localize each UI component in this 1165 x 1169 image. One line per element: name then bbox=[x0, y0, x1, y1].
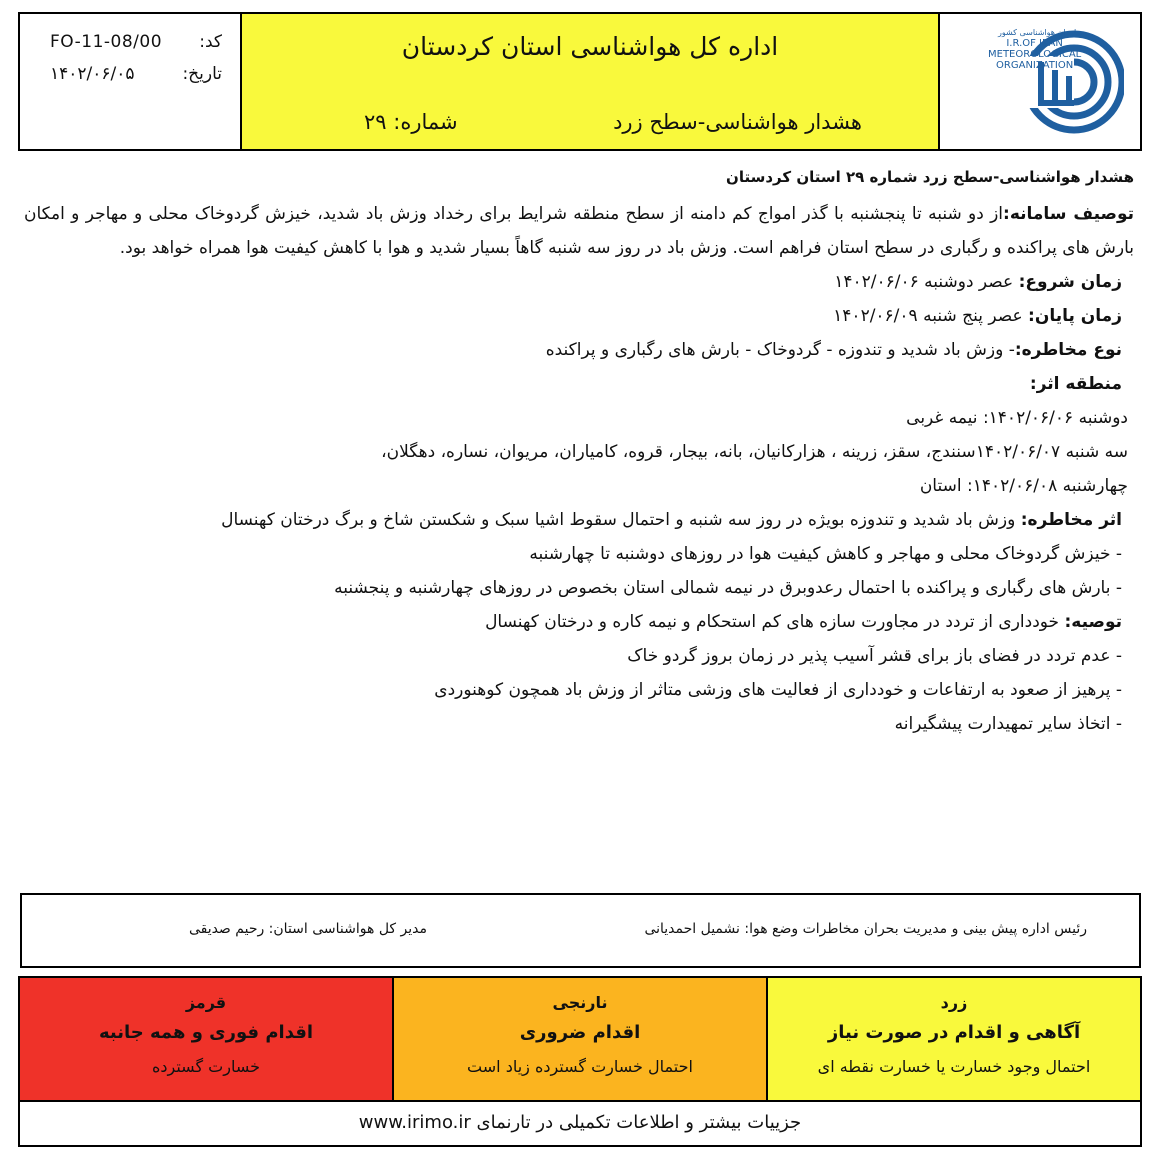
advice-item: - عدم تردد در فضای باز برای قشر آسیب پذیر در زمان بروز گردو خاک bbox=[627, 646, 1122, 666]
logo-en-line1: I.R.OF IRAN bbox=[1006, 38, 1063, 49]
end-value: عصر پنج شنبه ۱۴۰۲/۰۶/۰۹ bbox=[833, 306, 1029, 326]
area-line: سه شنبه ۱۴۰۲/۰۶/۰۷سنندج، سقز، زرینه ، هزارکانیان، بانه، بیجار، قروه، کامیاران، مریوان، نساره، دهگلان، bbox=[381, 442, 1128, 462]
area-line: چهارشنبه ۱۴۰۲/۰۶/۰۸: استان bbox=[919, 476, 1128, 496]
warning-number: شماره: ۲۹ bbox=[364, 110, 458, 134]
logo-en-line2: METEOROLOGICAL bbox=[988, 49, 1082, 60]
impact-item: - خیزش گردوخاک محلی و مهاجر و کاهش کیفیت هوا در روزهای دوشنبه تا چهارشنبه bbox=[529, 544, 1122, 564]
level-orange-damage: احتمال خسارت گسترده زیاد است bbox=[467, 1057, 693, 1076]
code-label: کد: bbox=[199, 32, 222, 52]
signature-box bbox=[20, 893, 1141, 968]
alert-levels-table bbox=[18, 976, 1142, 1147]
logo-fa-text: سازمان هواشناسی کشور bbox=[998, 28, 1084, 37]
system-desc-label: توصیف سامانه: bbox=[1003, 204, 1134, 224]
level-red bbox=[20, 978, 392, 1100]
logo-en-text bbox=[988, 38, 1081, 71]
date-label: تاریخ: bbox=[182, 64, 222, 84]
forecast-head-signature: رئیس اداره پیش بینی و مدیریت بحران مخاطرات وضع هوا: نشمیل احمدیانی bbox=[644, 921, 1087, 937]
warning-title: هشدار هواشناسی-سطح زرد bbox=[613, 110, 862, 134]
code-row bbox=[50, 32, 222, 52]
level-orange-name: نارنجی bbox=[552, 993, 608, 1012]
area-label: منطقه اثر: bbox=[1029, 374, 1122, 394]
hazard-type bbox=[24, 333, 1134, 367]
date-row bbox=[50, 64, 222, 84]
system-desc-text: از دو شنبه تا پنجشنبه با گذر امواج کم دامنه از سطح منطقه شرایط برای رخداد وزش باد شدید، خیزش گردوخاک محلی و مهاجر و امکان بارش های پراکنده و رگباری در سطح استان فراهم است. وزش باد در روز سه شنبه گاهاً بسیار شدید و هوا با کاهش کیفیت هوا همراه خواهد بود. bbox=[24, 204, 1134, 258]
director-signature: مدیر کل هواشناسی استان: رحیم صدیقی bbox=[188, 921, 427, 937]
advice-item: - اتخاذ سایر تمهیدارت پیشگیرانه bbox=[894, 714, 1122, 734]
warning-subject: هشدار هواشناسی-سطح زرد شماره ۲۹ استان کردستان bbox=[726, 168, 1134, 186]
form-date: ۱۴۰۲/۰۶/۰۵ bbox=[50, 64, 135, 84]
level-orange bbox=[392, 978, 766, 1100]
org-title: اداره کل هواشناسی استان کردستان bbox=[401, 32, 779, 61]
hazard-impact bbox=[24, 503, 1134, 537]
advice-text: خودداری از تردد در مجاورت سازه های کم استحکام و نیمه کاره و درختان کهنسال bbox=[485, 612, 1065, 632]
end-label: زمان پایان: bbox=[1028, 306, 1122, 326]
start-label: زمان شروع: bbox=[1018, 272, 1122, 292]
level-red-action: اقدام فوری و همه جانبه bbox=[98, 1022, 314, 1043]
level-yellow-action: آگاهی و اقدام در صورت نیاز bbox=[827, 1022, 1081, 1043]
level-yellow-name: زرد bbox=[940, 993, 968, 1012]
end-time bbox=[24, 299, 1134, 333]
area-line: دوشنبه ۱۴۰۲/۰۶/۰۶: نیمه غربی bbox=[906, 408, 1128, 428]
start-time bbox=[24, 265, 1134, 299]
level-yellow-damage: احتمال وجود خسارت یا خسارت نقطه ای bbox=[817, 1057, 1091, 1076]
level-yellow bbox=[766, 978, 1140, 1100]
logo-en-line3: ORGANIZATION bbox=[996, 60, 1074, 71]
warning-body bbox=[24, 165, 1134, 741]
advice-label: توصیه: bbox=[1064, 612, 1122, 632]
system-description bbox=[24, 197, 1134, 265]
document-header bbox=[18, 12, 1142, 151]
more-info-link[interactable]: جزییات بیشتر و اطلاعات تکمیلی در تارنمای www.irimo.ir bbox=[358, 1112, 802, 1133]
hazard-type-label: نوع مخاطره: bbox=[1014, 340, 1122, 360]
form-code: FO-11-08/00 bbox=[50, 32, 163, 52]
level-orange-action: اقدام ضروری bbox=[519, 1022, 641, 1043]
level-red-damage: خسارت گسترده bbox=[152, 1057, 260, 1076]
start-value: عصر دوشنبه ۱۴۰۲/۰۶/۰۶ bbox=[834, 272, 1019, 292]
advice bbox=[24, 605, 1134, 639]
logo-panel bbox=[940, 14, 1140, 149]
level-red-name: قرمز bbox=[185, 993, 227, 1012]
impact-label: اثر مخاطره: bbox=[1020, 510, 1122, 530]
impact-item: - بارش های رگباری و پراکنده با احتمال رعدوبرق در نیمه شمالی استان بخصوص در روزهای چهارشنبه و پنجشنبه bbox=[334, 578, 1122, 598]
alert-levels-row bbox=[20, 978, 1140, 1102]
header-title-panel bbox=[242, 14, 940, 149]
form-meta bbox=[20, 14, 242, 149]
hazard-type-value: - وزش باد شدید و تندوزه - گردوخاک - بارش های رگباری و پراکنده bbox=[545, 340, 1015, 360]
advice-item: - پرهیز از صعود به ارتفاعات و خودداری از فعالیت های وزشی متاثر از وزش باد همچون کوهنوردی bbox=[434, 680, 1122, 700]
impact-text: وزش باد شدید و تندوزه بویژه در روز سه شنبه و احتمال سقوط اشیا سبک و شکستن شاخ و برگ درختان کهنسال bbox=[221, 510, 1021, 530]
